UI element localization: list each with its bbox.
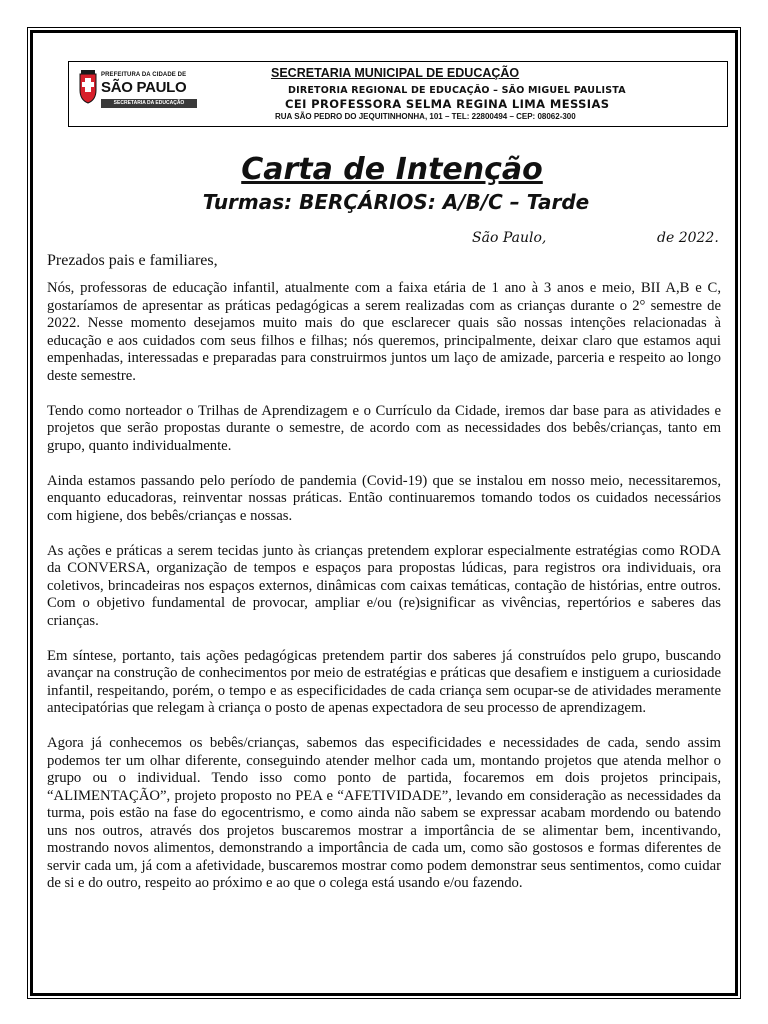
greeting: Prezados pais e familiares,: [47, 252, 218, 269]
date-city: São Paulo,: [472, 230, 547, 246]
paragraph: Em síntese, portanto, tais ações pedagógicas pretendem partir dos saberes já construídos pelo grupo, buscando avançar na construção de conhecimentos por meio de estratégias e práticas que desafiem e instiguem a curiosidade infantil, respeitando, porém, o tempo e as especificidades de cada criança sem ocupar-se de atividades meramente antecipatórias que relegam à criança o posto de apenas expectadora de seu processo de aprendizagem.: [47, 647, 721, 716]
paragraph: Ainda estamos passando pelo período de pandemia (Covid-19) que se instalou em nosso meio, necessitaremos, enquanto educadoras, reinventar nossas práticas. Então continuaremos tomando todos os cuidados necessários com higiene, dos bebês/crianças e nossas.: [47, 472, 721, 524]
secretaria-heading: SECRETARIA MUNICIPAL DE EDUCAÇÃO: [271, 66, 520, 80]
city-coat-of-arms-icon: [78, 70, 98, 104]
paragraph: Nós, professoras de educação infantil, atualmente com a faixa etária de 1 ano à 3 anos e meio, BII A,B e C, gostaríamos de apresentar as práticas pedagógicas a serem realizadas com as crianças durante o 2° semestre de 2022. Nesse momento desejamos muito mais do que esclarecer quais são nossas intenções relacionadas à educação e aos cuidados com seus filhos e filhas; nós queremos, principalmente, deixar claro que estamos aqui empenhadas, interessadas e preparadas para construirmos juntos um laço de amizade, parceria e respeito ao longo deste semestre.: [47, 280, 721, 384]
logo-sub-text: SECRETARIA DA EDUCAÇÃO: [101, 99, 197, 108]
letter-body: [47, 280, 721, 910]
school-name: CEI PROFESSORA SELMA REGINA LIMA MESSIAS: [285, 97, 610, 111]
diretoria-heading: DIRETORIA REGIONAL DE EDUCAÇÃO – SÃO MIGUEL PAULISTA: [288, 85, 626, 96]
paragraph: Agora já conhecemos os bebês/crianças, sabemos das especificidades e necessidades de cada, sendo assim podemos ter um olhar diferente, conseguindo atender melhor cada um, montando projetos que atenda melhor o grupo ou o individual. Tendo isso como ponto de partida, focaremos em dois projetos principais, “ALIMENTAÇÃO”, projeto proposto no PEA e “AFETIVIDADE”, levando em consideração as necessidades da turma, pois estão na fase do egocentrismo, e como ainda não sabem se expressar acabam mordendo ou batendo uns nos outros, através dos projetos buscaremos mostrar a importância de se alimentar bem, incentivando, mostrando novos alimentos, demonstrando a importância de cada um, como são gostosos e formas diferentes de servir cada um, já com a afetividade, buscaremos mostrar como podem demonstrar seus sentimentos, como cuidar de si e do outro, respeito ao próximo e ao que o colega está usando e/ou fazendo.: [47, 735, 721, 891]
paragraph: As ações e práticas a serem tecidas junto às crianças pretendem explorar especialmente estratégias como RODA da CONVERSA, organização de tempos e espaços para propostas lúdicas, para registros ora individuais, ora coletivos, brincadeiras nos espaços externos, dinâmicas com caixas temáticas, contação de histórias, entre outros. Com o objetivo fundamental de provocar, ampliar e/ou (re)significar as vivências, repertórios e saberes das crianças.: [47, 542, 721, 629]
school-address: RUA SÃO PEDRO DO JEQUITINHONHA, 101 – TEL: 22800494 – CEP: 08062-300: [275, 112, 576, 121]
paragraph: Tendo como norteador o Trilhas de Aprendizagem e o Currículo da Cidade, iremos dar base para as atividades e projetos que serão propostas durante o semestre, de acordo com as necessidades dos bebês/crianças, tanto em grupo, quanto individualmente.: [47, 402, 721, 454]
date-year: de 2022.: [657, 230, 719, 246]
prefeitura-logo: [78, 68, 200, 112]
logo-top-text: PREFEITURA DA CIDADE DE: [101, 72, 187, 78]
letter-title-text: Carta de Intenção: [241, 152, 543, 187]
logo-main-text: SÃO PAULO: [101, 79, 187, 96]
letter-subtitle: Turmas: BERÇÁRIOS: A/B/C – Tarde: [202, 190, 590, 214]
letter-title: [0, 152, 768, 187]
